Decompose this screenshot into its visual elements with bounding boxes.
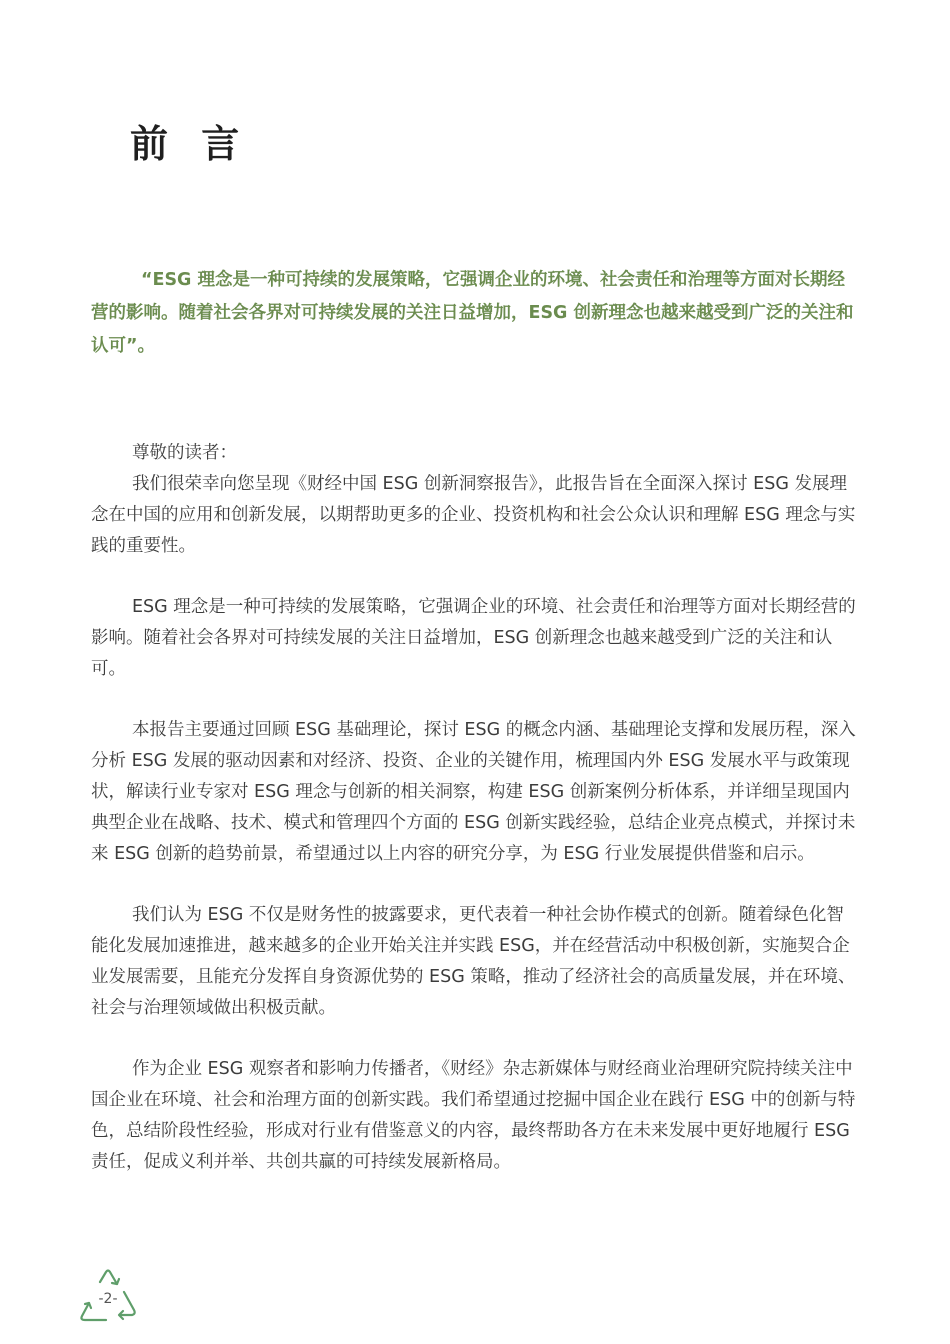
paragraph-report-content: 本报告主要通过回顾 ESG 基础理论，探讨 ESG 的概念内涵、基础理论支撑和发展历程，深入分析 ESG 发展的驱动因素和对经济、投资、企业的关键作用，梳理国内外 ESG 发展水平与政策现状，解读行业专家对 ESG 理念与创新的相关洞察，构建 ESG 创新案例分析体系，并详细呈现国内典型企业在战略、技术、模式和管理四个方面的 ESG 创新实践经验，总结企业亮点模式，并探讨未来 ESG 创新的趋势前景，希望通过以上内容的研究分享，为 ESG 行业发展提供借鉴和启示。 <box>91 720 856 864</box>
page-title: 前 言 <box>130 122 250 166</box>
highlight-quote: “ESG 理念是一种可持续的发展策略，它强调企业的环境、社会责任和治理等方面对长期经营的影响。随着社会各界对可持续发展的关注日益增加，ESG 创新理念也越来越受到广泛的关注和认可”。 <box>91 270 854 356</box>
preface-body <box>91 438 861 1178</box>
greeting: 尊敬的读者： <box>132 443 237 463</box>
paragraph-innovation: 我们认为 ESG 不仅是财务性的披露要求，更代表着一种社会协作模式的创新。随着绿色化智能化发展加速推进，越来越多的企业开始关注并实践 ESG，并在经营活动中积极创新，实施契合企业发展需要，且能充分发挥自身资源优势的 ESG 策略，推动了经济社会的高质量发展，并在环境、社会与治理领域做出积极贡献。 <box>91 905 856 1018</box>
page-number: -2- <box>98 1291 118 1307</box>
paragraph-observer: 作为企业 ESG 观察者和影响力传播者，《财经》杂志新媒体与财经商业治理研究院持续关注中国企业在环境、社会和治理方面的创新实践。我们希望通过挖掘中国企业在践行 ESG 中的创新与特色，总结阶段性经验，形成对行业有借鉴意义的内容，最终帮助各方在未来发展中更好地履行 ESG 责任，促成义利并举、共创共赢的可持续发展新格局。 <box>91 1059 856 1172</box>
paragraph-intro: 我们很荣幸向您呈现《财经中国 ESG 创新洞察报告》，此报告旨在全面深入探讨 ESG 发展理念在中国的应用和创新发展，以期帮助更多的企业、投资机构和社会公众认识和理解 ESG 理念与实践的重要性。 <box>91 474 856 556</box>
page-footer <box>76 1268 140 1330</box>
paragraph-esg-concept: ESG 理念是一种可持续的发展策略，它强调企业的环境、社会责任和治理等方面对长期经营的影响。随着社会各界对可持续发展的关注日益增加，ESG 创新理念也越来越受到广泛的关注和认可。 <box>91 597 856 679</box>
